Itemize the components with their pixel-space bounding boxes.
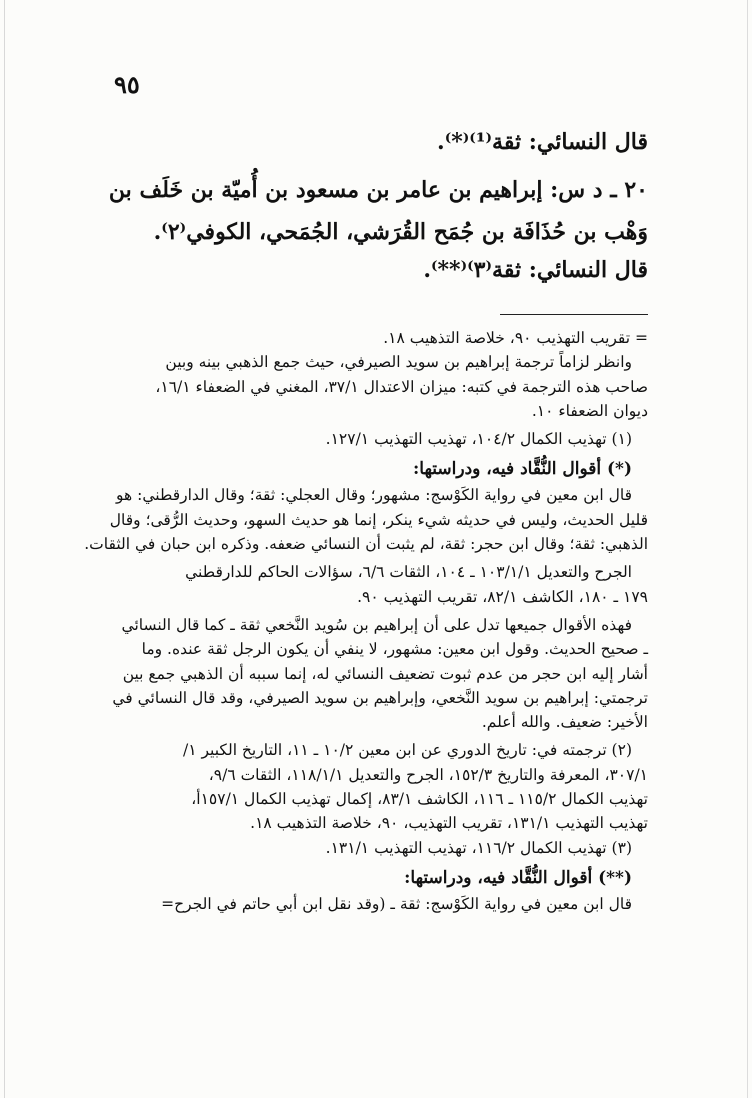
footnote-para-line: ـ صحيح الحديث. وقول ابن معين: مشهور، لا ينفي أن يكون الرجل ثقة عنده. وما — [141, 640, 648, 659]
footnote-para-line: قليل الحديث، وليس في حديثه شيء ينكر، إنما هو حديث السهو، وحديث الرُّقى؛ وقال — [109, 510, 648, 529]
footnote-separator — [500, 314, 648, 315]
footnote-para-line: الذهبي: ثقة؛ وقال ابن حجر: ثقة، لم يثبت أن النسائي ضعفه. وذكره ابن حبان في الثقات. — [84, 535, 648, 554]
critics-heading-1: (*) أقوال النُّقَّاد فيه، ودراستها: — [413, 459, 632, 480]
footnote-para-line: وانظر لزاماً ترجمة إبراهيم بن سويد الصيرفي، حيث جمع الذهبي بينه وبين — [165, 353, 632, 372]
scan-edge-right — [747, 0, 748, 1098]
critics-heading-2: (**) أقوال النُّقَّاد فيه، ودراستها: — [404, 867, 632, 888]
page-number: ٩٥ — [114, 70, 140, 99]
footnote-para-line: ١٧٩ ـ ١٨٠، الكاشف ٨٢/١، تقريب التهذيب ٩٠. — [357, 587, 648, 606]
footnote-2-line: تهذيب الكمال ١١٥/٢ ـ ١١٦، الكاشف ٨٣/١، إكمال تهذيب الكمال ١٥٧/١أ، — [191, 790, 648, 809]
footnote-para-line: الأخير: ضعيف. والله أعلم. — [481, 713, 648, 732]
footnote-para-line: ديوان الضعفاء ١٠. — [531, 401, 648, 420]
footnote-para-line: فهذه الأقوال جميعها تدل على أن إبراهيم بن سُويد النَّخعي ثقة ـ كما قال النسائي — [121, 615, 632, 634]
footnotes — [84, 326, 648, 916]
footnote-2-line: تهذيب التهذيب ١٣١/١، تقريب التهذيب، ٩٠، خلاصة التذهيب ١٨. — [250, 814, 648, 833]
main-entry-20-line2: وَهْب بن حُذَافَة بن جُمَح القُرَشي، الجُمَحي، الكوفي⁽٢⁾. — [153, 219, 648, 245]
main-line-nasai-2: قال النسائي: ثقة⁽٣⁾⁽**⁾. — [423, 257, 648, 283]
footnote-3: (٣) تهذيب الكمال ١١٦/٢، تهذيب التهذيب ١٣١/١. — [325, 838, 632, 857]
footnote-2-line: ٣٠٧/١، المعرفة والتاريخ ١٥٢/٣، الجرح والتعديل ١١٨/١/١، الثقات ٩/٦، — [208, 765, 648, 784]
footnote-continuation: = تقريب التهذيب ٩٠، خلاصة التذهيب ١٨. — [383, 329, 648, 347]
main-line-nasai-1: قال النسائي: ثقة⁽¹⁾⁽*⁾. — [437, 129, 648, 155]
footnote-para-line: ترجمتي: إبراهيم بن سويد النَّخعي، وإبراهيم بن سويد الصيرفي، وقد قال النسائي في — [112, 688, 648, 707]
main-entry-20-line1: ٢٠ ـ د س: إبراهيم بن عامر بن مسعود بن أُميّة بن خَلَف بن — [108, 177, 648, 203]
footnote-1: (١) تهذيب الكمال ١٠٤/٢، تهذيب التهذيب ١٢٧/١. — [325, 430, 632, 449]
scan-edge-left — [4, 0, 5, 1098]
footnote-para-line: أشار إليه ابن حجر من عدم ثبوت تضعيف النسائي له، إنما سببه أن الذهبي جمع بين — [122, 664, 648, 683]
footnote-2-line: (٢) ترجمته في: تاريخ الدوري عن ابن معين ١٠/٢ ـ ١١، التاريخ الكبير ١/ — [183, 741, 632, 760]
footnote-para-line: الجرح والتعديل ١٠٣/١/١ ـ ١٠٤، الثقات ٦/٦، سؤالات الحاكم للدارقطني — [185, 563, 632, 582]
footnote-para-line: صاحب هذه الترجمة في كتبه: ميزان الاعتدال ٣٧/١، المغني في الضعفاء ١٦/١، — [155, 377, 648, 396]
footnote-para-line: قال ابن معين في رواية الكَوْسج: ثقة ـ (وقد نقل ابن أبي حاتم في الجرح= — [161, 894, 632, 913]
footnote-para-line: قال ابن معين في رواية الكَوْسج: مشهور؛ وقال العجلي: ثقة؛ وقال الدارقطني: هو — [116, 486, 632, 505]
